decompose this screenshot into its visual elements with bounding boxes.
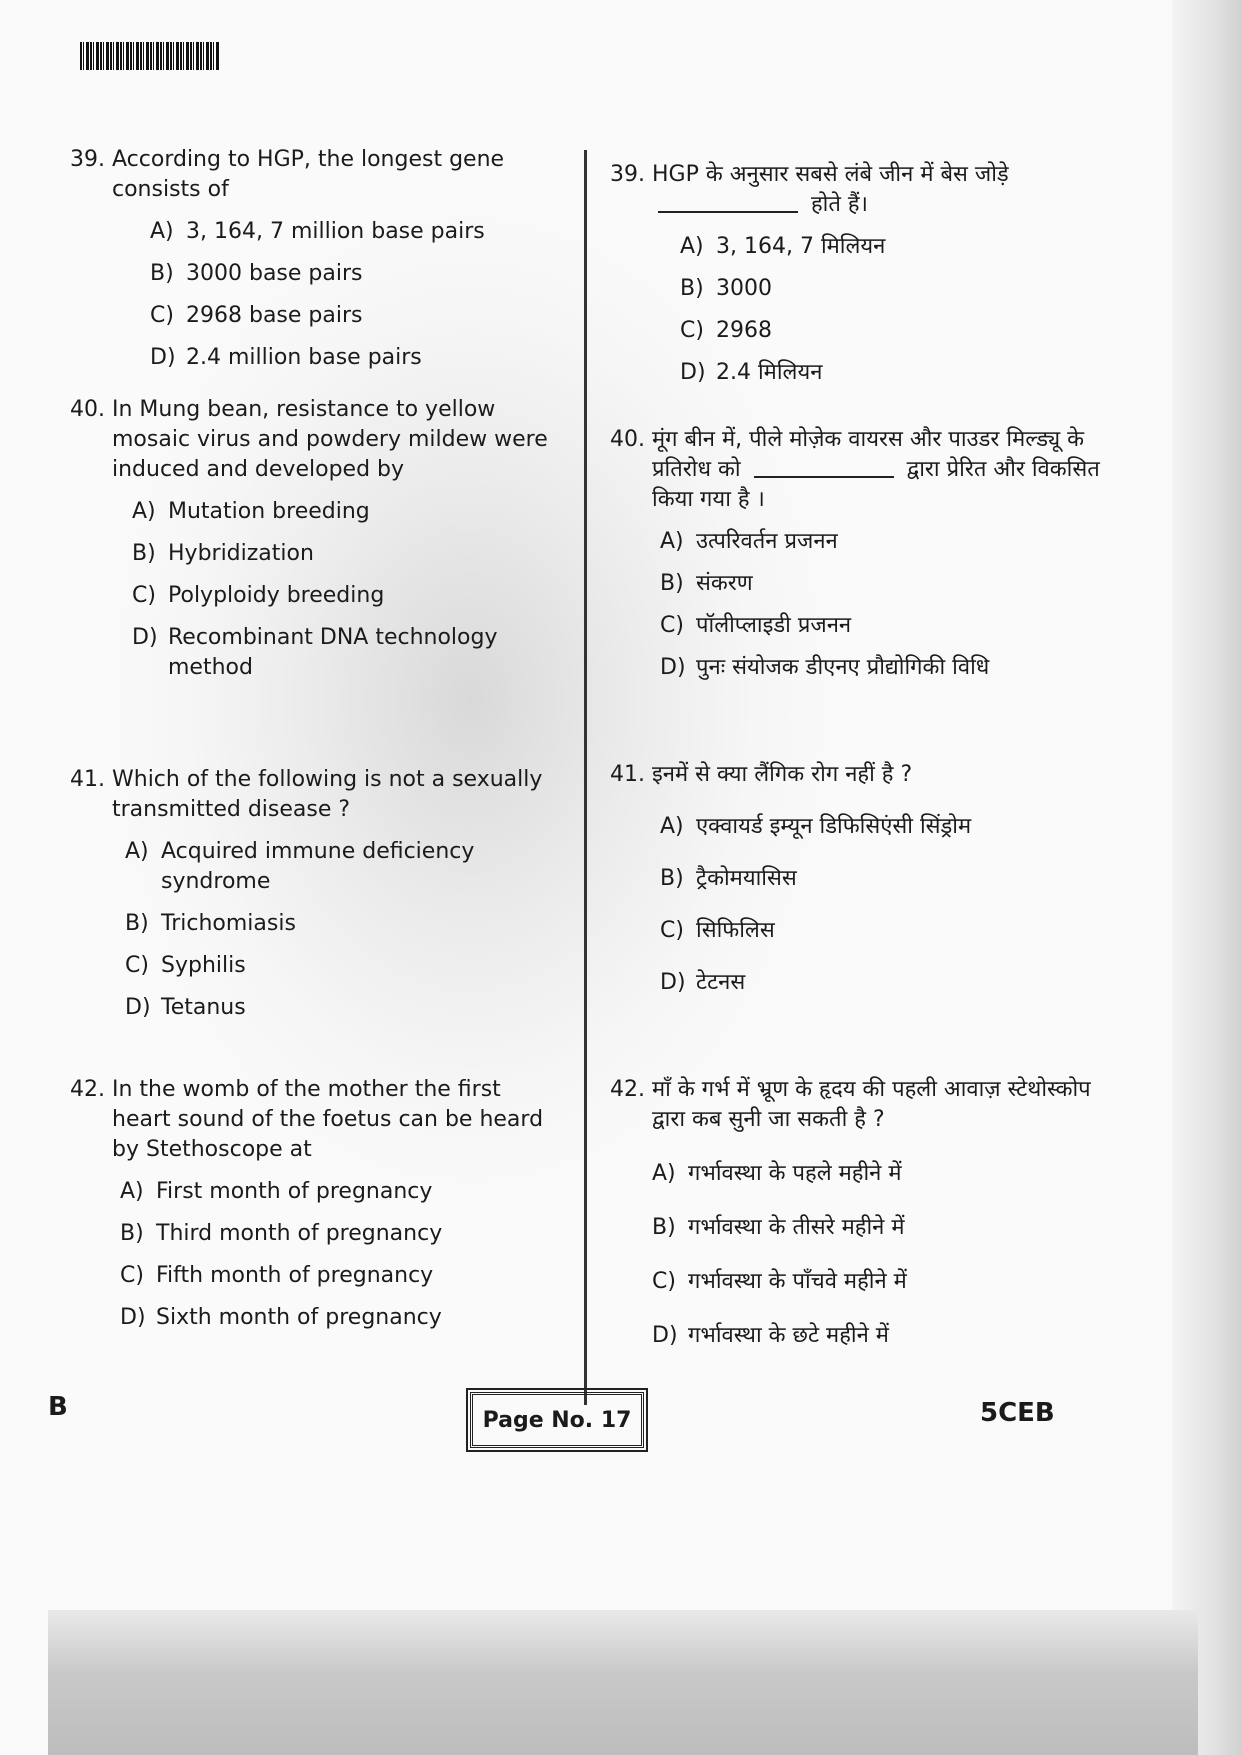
option-text: 3, 164, 7 million base pairs	[186, 219, 485, 244]
option-text: गर्भावस्था के तीसरे महीने में	[688, 1215, 905, 1240]
question-text-part: होते हैं।	[811, 192, 868, 217]
option-text: First month of pregnancy	[156, 1179, 433, 1204]
question-number: 42.	[610, 1077, 645, 1102]
question-text-part: मूंग बीन में, पीले मोज़ेक वायरस और पाउडर मिल्ड्यू के प्रतिरोध को	[652, 427, 1085, 482]
question-number: 41.	[70, 767, 105, 792]
option-text: Acquired immune deficiency syndrome	[161, 839, 475, 894]
question-40-hi	[610, 425, 1110, 683]
option-c	[132, 581, 560, 611]
option-text: 3, 164, 7 मिलियन	[716, 234, 886, 259]
column-divider	[584, 150, 587, 1405]
option-text: Mutation breeding	[168, 499, 370, 524]
option-c	[660, 611, 1110, 641]
option-letter: C)	[120, 1263, 144, 1288]
option-text: Tetanus	[161, 995, 246, 1020]
option-c	[125, 951, 560, 981]
option-d	[652, 1321, 1110, 1351]
option-d	[132, 623, 560, 683]
option-b	[150, 259, 560, 289]
option-c	[120, 1261, 560, 1291]
option-a	[660, 812, 971, 842]
question-39-en	[70, 145, 560, 373]
option-b	[660, 864, 971, 894]
option-b	[660, 569, 1110, 599]
option-letter: A)	[680, 234, 704, 259]
question-number: 39.	[70, 147, 105, 172]
option-text: गर्भावस्था के पाँचवे महीने में	[688, 1269, 907, 1294]
question-number: 40.	[70, 397, 105, 422]
question-text: इनमें से क्या लैंगिक रोग नहीं है ?	[652, 762, 913, 787]
option-letter: C)	[652, 1269, 676, 1294]
option-a	[660, 527, 1110, 557]
option-a	[132, 497, 560, 527]
booklet-series-label: B	[48, 1392, 68, 1422]
option-text: ट्रैकोमयासिस	[696, 866, 797, 891]
option-letter: A)	[660, 814, 684, 839]
option-d	[680, 358, 1110, 388]
question-42-hi	[610, 1075, 1110, 1351]
question-number: 40.	[610, 427, 645, 452]
option-text: गर्भावस्था के पहले महीने में	[688, 1161, 902, 1186]
option-letter: C)	[660, 613, 684, 638]
option-letter: D)	[120, 1305, 146, 1330]
question-number: 39.	[610, 162, 645, 187]
option-letter: A)	[652, 1161, 676, 1186]
option-d	[150, 343, 560, 373]
option-d	[660, 968, 971, 998]
option-a	[125, 837, 560, 897]
option-text: Trichomiasis	[161, 911, 296, 936]
option-text: पुनः संयोजक डीएनए प्रौद्योगिकी विधि	[696, 655, 990, 680]
question-text: In the womb of the mother the first heart sound of the foetus can be heard by Stethoscope at	[112, 1077, 544, 1162]
option-b	[120, 1219, 560, 1249]
question-text	[652, 160, 1110, 220]
option-c	[652, 1267, 1110, 1297]
question-number: 42.	[70, 1077, 105, 1102]
option-text: Syphilis	[161, 953, 246, 978]
question-41-hi	[610, 760, 971, 998]
option-text: Recombinant DNA technology method	[168, 625, 498, 680]
option-letter: C)	[660, 918, 684, 943]
option-letter: B)	[120, 1221, 144, 1246]
option-letter: A)	[120, 1179, 144, 1204]
question-39-hi	[610, 160, 1110, 388]
option-c	[660, 916, 971, 946]
option-c	[680, 316, 1110, 346]
option-letter: A)	[150, 219, 174, 244]
answer-blank	[658, 211, 798, 213]
option-letter: B)	[652, 1215, 676, 1240]
option-text: पॉलीप्लाइडी प्रजनन	[696, 613, 852, 638]
option-text: 3000 base pairs	[186, 261, 363, 286]
option-letter: A)	[125, 839, 149, 864]
option-text: टेटनस	[696, 970, 746, 995]
option-letter: D)	[660, 970, 686, 995]
option-letter: B)	[660, 866, 684, 891]
scan-bottom-shadow	[48, 1610, 1198, 1755]
question-number: 41.	[610, 762, 645, 787]
option-letter: C)	[150, 303, 174, 328]
option-text: संकरण	[696, 571, 753, 596]
booklet-code: 5CEB	[980, 1398, 1055, 1428]
option-a	[120, 1177, 560, 1207]
question-text-part: HGP के अनुसार सबसे लंबे जीन में बेस जोड़े	[652, 162, 1009, 187]
option-letter: A)	[660, 529, 684, 554]
option-letter: C)	[125, 953, 149, 978]
page-edge-shadow	[1172, 0, 1242, 1755]
option-a	[150, 217, 560, 247]
option-letter: B)	[125, 911, 149, 936]
option-c	[150, 301, 560, 331]
question-40-en	[70, 395, 560, 683]
barcode-icon	[80, 42, 220, 70]
option-a	[652, 1159, 1110, 1189]
question-42-en	[70, 1075, 560, 1333]
question-41-en	[70, 765, 560, 1023]
option-letter: D)	[652, 1323, 678, 1348]
option-d	[660, 653, 1110, 683]
option-text: Polyploidy breeding	[168, 583, 385, 608]
option-letter: A)	[132, 499, 156, 524]
question-text	[652, 425, 1110, 515]
option-text: 2.4 मिलियन	[716, 360, 823, 385]
option-letter: C)	[680, 318, 704, 343]
option-d	[125, 993, 560, 1023]
option-text: उत्परिवर्तन प्रजनन	[696, 529, 838, 554]
option-letter: B)	[660, 571, 684, 596]
option-text: Fifth month of pregnancy	[156, 1263, 434, 1288]
option-text: सिफिलिस	[696, 918, 775, 943]
option-text: 2968	[716, 318, 772, 343]
answer-blank	[754, 476, 894, 478]
option-b	[680, 274, 1110, 304]
option-text: 2.4 million base pairs	[186, 345, 422, 370]
question-text: According to HGP, the longest gene consists of	[112, 147, 505, 202]
question-text: माँ के गर्भ में भ्रूण के हृदय की पहली आवाज़ स्टेथोस्कोप द्वारा कब सुनी जा सकती है ?	[652, 1077, 1091, 1132]
option-letter: C)	[132, 583, 156, 608]
option-letter: D)	[660, 655, 686, 680]
option-a	[680, 232, 1110, 262]
option-text: 3000	[716, 276, 772, 301]
option-letter: B)	[680, 276, 704, 301]
option-letter: D)	[150, 345, 176, 370]
option-letter: D)	[680, 360, 706, 385]
option-text: Third month of pregnancy	[156, 1221, 443, 1246]
option-b	[125, 909, 560, 939]
option-text: एक्वायर्ड इम्यून डिफिसिएंसी सिंड्रोम	[696, 814, 972, 839]
question-text-part: द्वारा प्रेरित और विकसित किया गया है ।	[652, 457, 1100, 512]
question-text: In Mung bean, resistance to yellow mosaic virus and powdery mildew were induced and developed by	[112, 397, 548, 482]
question-text: Which of the following is not a sexually transmitted disease ?	[112, 767, 543, 822]
option-b	[132, 539, 560, 569]
option-letter: B)	[132, 541, 156, 566]
option-text: गर्भावस्था के छटे महीने में	[688, 1323, 889, 1348]
option-text: Sixth month of pregnancy	[156, 1305, 442, 1330]
option-letter: D)	[125, 995, 151, 1020]
page-number-box: Page No. 17	[470, 1392, 644, 1448]
option-letter: D)	[132, 625, 158, 650]
option-b	[652, 1213, 1110, 1243]
option-text: 2968 base pairs	[186, 303, 363, 328]
option-text: Hybridization	[168, 541, 314, 566]
option-d	[120, 1303, 560, 1333]
option-letter: B)	[150, 261, 174, 286]
